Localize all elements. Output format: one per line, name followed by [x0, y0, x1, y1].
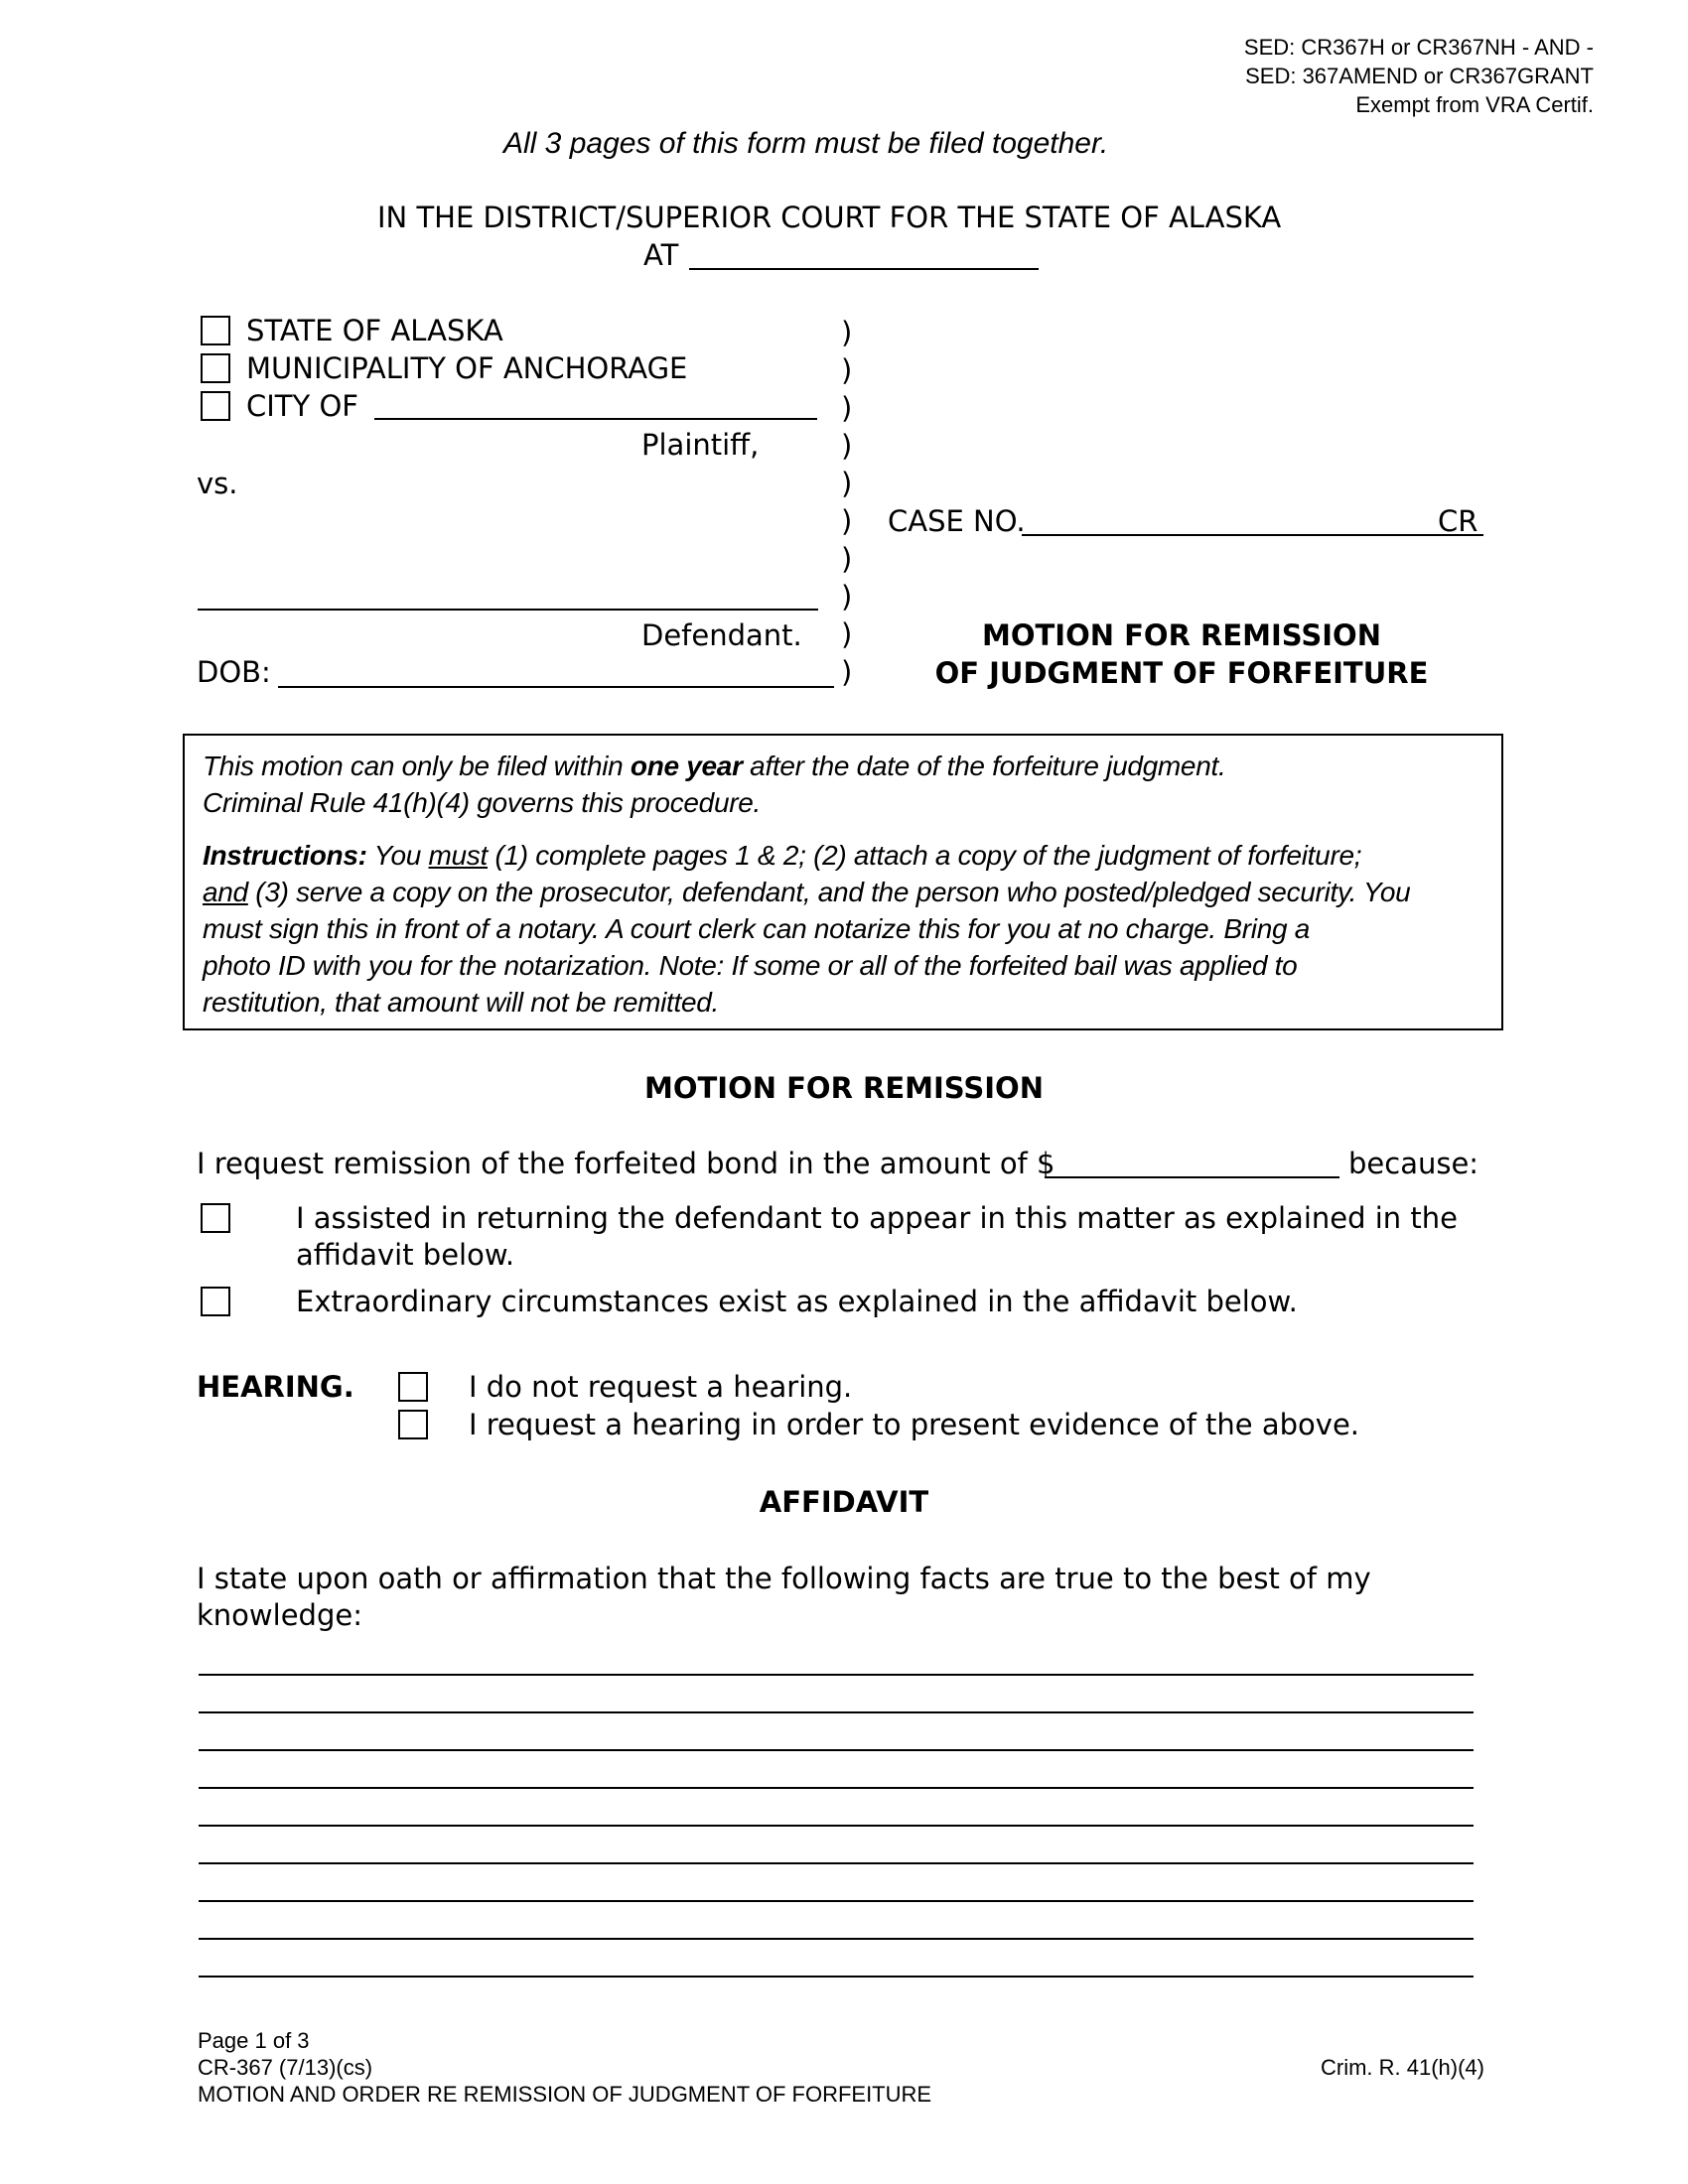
court-location-label: AT — [643, 238, 679, 272]
affidavit-fact-line[interactable] — [199, 1787, 1474, 1789]
caption-paren: ) — [841, 504, 853, 538]
caption-paren: ) — [841, 542, 853, 576]
no-hearing-checkbox[interactable] — [398, 1372, 428, 1402]
reason-extraordinary-label: Extraordinary circumstances exist as explained in the affidavit below. — [296, 1285, 1298, 1318]
reason-extraordinary-checkbox[interactable] — [201, 1287, 230, 1316]
instructions-line5: restitution, that amount will not be remitted. — [203, 987, 720, 1018]
request-text: I request remission of the forfeited bond in the amount of $ — [197, 1147, 1055, 1180]
plaintiff-city-checkbox[interactable] — [201, 391, 230, 421]
request-hearing-checkbox[interactable] — [398, 1410, 428, 1439]
instructions-line4: photo ID with you for the notarization. Note: If some or all of the forfeited bail was applied to — [203, 950, 1298, 981]
reason-assisted-label-cont: affidavit below. — [296, 1238, 515, 1272]
affidavit-fact-line[interactable] — [199, 1862, 1474, 1864]
caption-paren: ) — [841, 655, 853, 689]
reason-assisted-checkbox[interactable] — [201, 1203, 230, 1233]
vra-exempt-note: Exempt from VRA Certif. — [1355, 92, 1594, 117]
form-number: CR-367 (7/13)(cs) — [198, 2055, 373, 2080]
bond-amount-field[interactable] — [1045, 1176, 1339, 1178]
versus-label: vs. — [197, 467, 238, 500]
caption-paren: ) — [841, 617, 853, 651]
affidavit-fact-line[interactable] — [199, 1938, 1474, 1940]
instructions-line1: Instructions: You must (1) complete pages 1 & 2; (2) attach a copy of the judgment of forfeiture; — [203, 840, 1362, 871]
affidavit-fact-line[interactable] — [199, 1900, 1474, 1902]
plaintiff-state-label: STATE OF ALASKA — [246, 314, 503, 347]
document-title-line2: OF JUDGMENT OF FORFEITURE — [934, 656, 1429, 690]
plaintiff-municipality-checkbox[interactable] — [201, 353, 230, 383]
plaintiff-city-label: CITY OF — [246, 389, 358, 423]
affidavit-fact-line[interactable] — [199, 1825, 1474, 1827]
caption-paren: ) — [841, 353, 853, 387]
instructions-box — [183, 734, 1503, 1030]
rule-note: Criminal Rule 41(h)(4) governs this procedure. — [203, 787, 761, 818]
instructions-line2: and (3) serve a copy on the prosecutor, defendant, and the person who posted/pledged security. You — [203, 877, 1411, 907]
motion-heading: MOTION FOR REMISSION — [644, 1071, 1044, 1105]
affidavit-fact-line[interactable] — [199, 1711, 1474, 1713]
request-because: because: — [1348, 1147, 1479, 1180]
affidavit-fact-line[interactable] — [199, 1674, 1474, 1676]
affidavit-fact-line[interactable] — [199, 1749, 1474, 1751]
deadline-note: This motion can only be filed within one year after the date of the forfeiture judgment. — [203, 751, 1226, 781]
affidavit-statement: I state upon oath or affirmation that the following facts are true to the best of my — [197, 1562, 1371, 1595]
caption-paren: ) — [841, 467, 853, 500]
caption-paren: ) — [841, 391, 853, 425]
city-name-field[interactable] — [374, 418, 817, 420]
no-hearing-label: I do not request a hearing. — [469, 1370, 853, 1404]
affidavit-heading: AFFIDAVIT — [759, 1485, 929, 1519]
dob-label: DOB: — [197, 655, 271, 689]
plaintiff-label: Plaintiff, — [641, 428, 760, 462]
court-title: IN THE DISTRICT/SUPERIOR COURT FOR THE STATE OF ALASKA — [377, 201, 1282, 234]
document-title-line1: MOTION FOR REMISSION — [982, 618, 1381, 652]
hearing-label: HEARING. — [197, 1370, 354, 1404]
dob-field[interactable] — [278, 686, 834, 688]
form-title: MOTION AND ORDER RE REMISSION OF JUDGMENT OF FORFEITURE — [198, 2082, 932, 2107]
sed-code-line1: SED: CR367H or CR367NH - AND - — [1243, 35, 1594, 60]
request-hearing-label: I request a hearing in order to present evidence of the above. — [469, 1408, 1360, 1441]
court-location-field[interactable] — [689, 268, 1039, 270]
case-no-suffix: CR — [1438, 504, 1478, 538]
caption-paren: ) — [841, 580, 853, 614]
plaintiff-municipality-label: MUNICIPALITY OF ANCHORAGE — [246, 351, 688, 385]
caption-paren: ) — [841, 429, 853, 463]
case-number-field[interactable] — [1022, 534, 1483, 536]
defendant-name-field[interactable] — [198, 609, 818, 611]
affidavit-fact-line[interactable] — [199, 1976, 1474, 1978]
affidavit-statement-cont: knowledge: — [197, 1598, 362, 1632]
case-no-label: CASE NO. — [888, 504, 1026, 538]
rule-reference: Crim. R. 41(h)(4) — [1320, 2055, 1484, 2080]
sed-code-line2: SED: 367AMEND or CR367GRANT — [1245, 64, 1594, 88]
plaintiff-state-checkbox[interactable] — [201, 316, 230, 345]
reason-assisted-label: I assisted in returning the defendant to appear in this matter as explained in the — [296, 1201, 1458, 1235]
instructions-line3: must sign this in front of a notary. A court clerk can notarize this for you at no charge. Bring a — [203, 913, 1311, 944]
caption-paren: ) — [841, 316, 853, 349]
defendant-label: Defendant. — [641, 618, 802, 652]
page-number: Page 1 of 3 — [198, 2028, 310, 2053]
filing-note: All 3 pages of this form must be filed together. — [503, 127, 1109, 160]
